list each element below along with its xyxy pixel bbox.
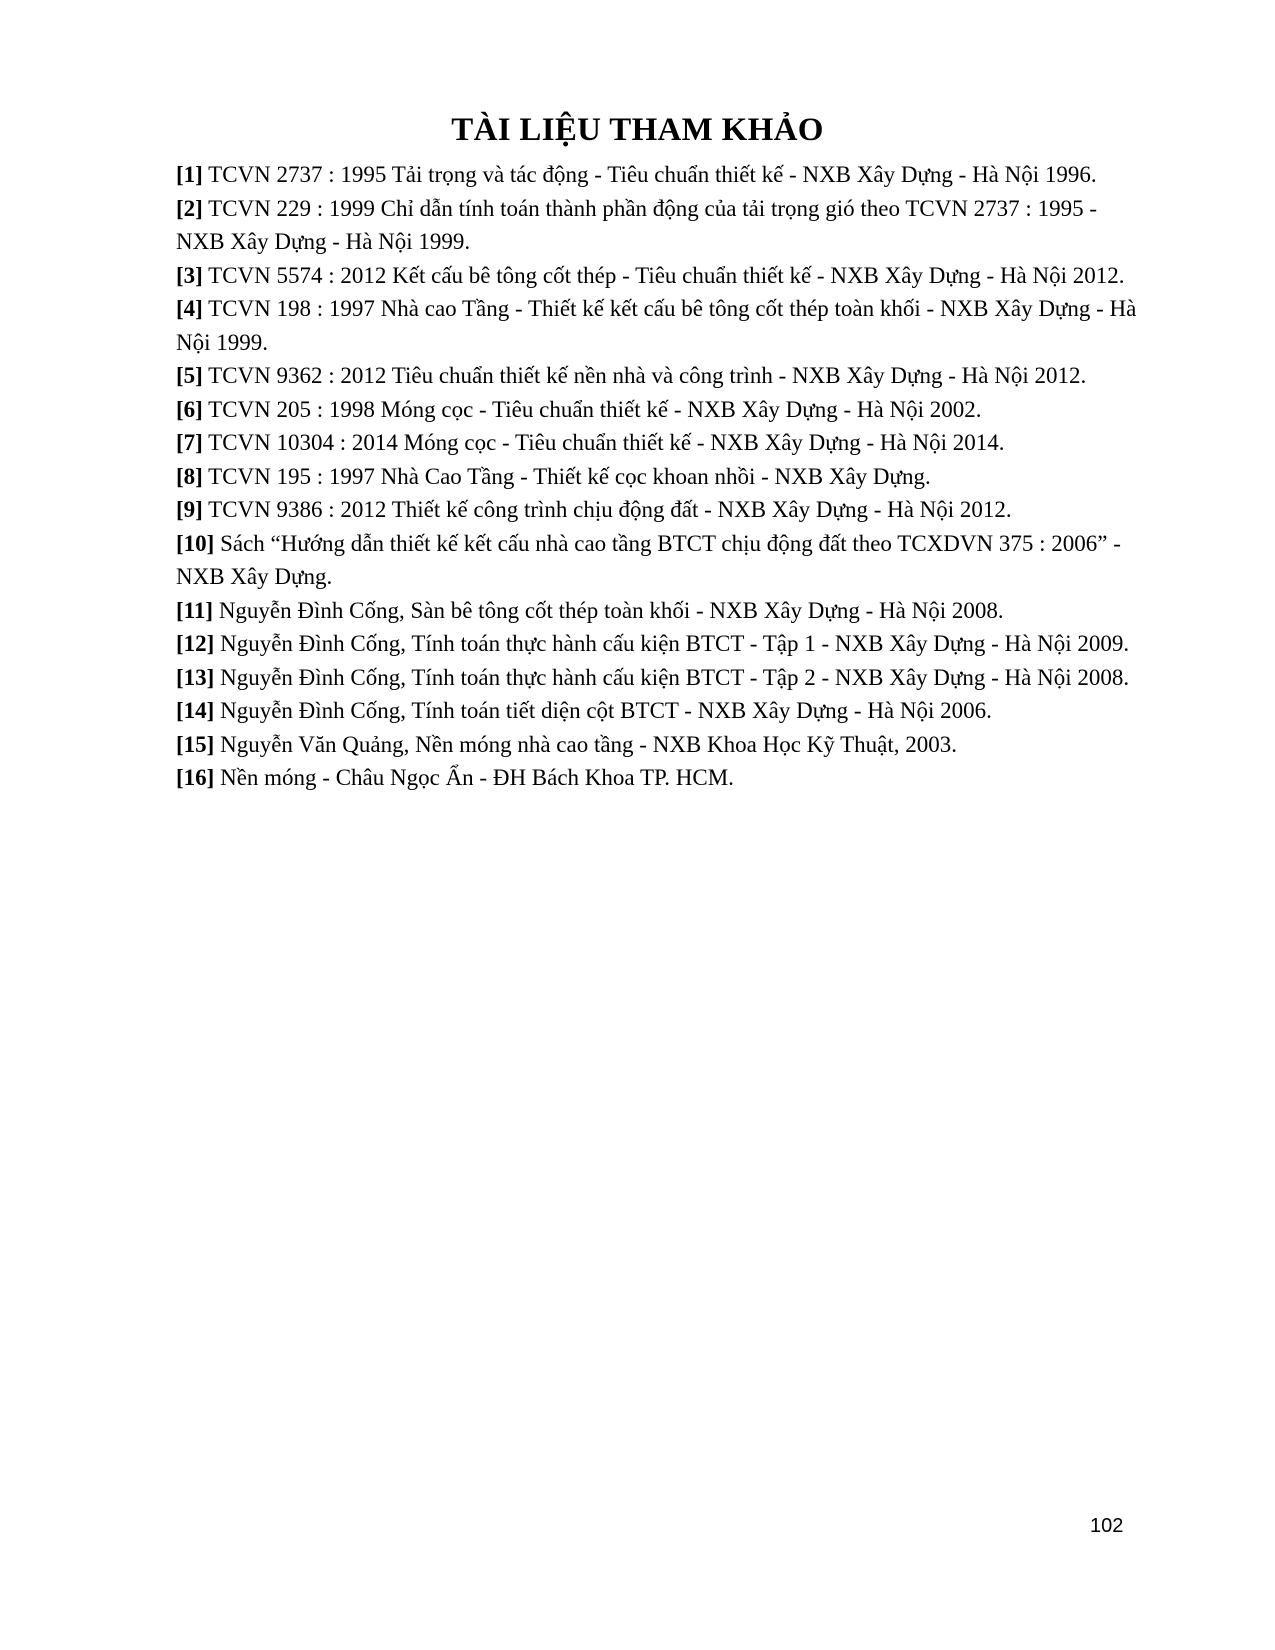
page-title: TÀI LIỆU THAM KHẢO — [451, 112, 824, 148]
reference-item — [176, 359, 1146, 393]
reference-number: [2] — [176, 195, 203, 221]
reference-item — [176, 527, 1146, 594]
reference-item — [176, 594, 1146, 628]
reference-text: Nguyễn Đình Cống, Tính toán thực hành cấu kiện BTCT - Tập 2 - NXB Xây Dựng - Hà Nội 2008. — [214, 664, 1130, 690]
reference-text: TCVN 2737 : 1995 Tải trọng và tác động - Tiêu chuẩn thiết kế - NXB Xây Dựng - Hà Nội 1996. — [202, 162, 1097, 187]
reference-text: Nguyễn Đình Cống, Sàn bê tông cốt thép toàn khối - NXB Xây Dựng - Hà Nội 2008. — [213, 597, 1004, 623]
page-number: 102 — [1090, 1515, 1124, 1537]
reference-text: Sách “Hướng dẫn thiết kế kết cấu nhà cao tầng BTCT chịu động đất theo TCXDVN 375 : 2006” - NXB Xây Dựng. — [176, 530, 1121, 589]
reference-text: TCVN 195 : 1997 Nhà Cao Tầng - Thiết kế cọc khoan nhồi - NXB Xây Dựng. — [202, 463, 931, 489]
reference-item — [176, 292, 1146, 359]
reference-number: [16] — [176, 765, 215, 790]
reference-text: TCVN 9386 : 2012 Thiết kế công trình chịu động đất - NXB Xây Dựng - Hà Nội 2012. — [202, 497, 1012, 522]
reference-number: [4] — [176, 296, 203, 321]
reference-number: [15] — [176, 731, 215, 757]
reference-text: TCVN 10304 : 2014 Móng cọc - Tiêu chuẩn thiết kế - NXB Xây Dựng - Hà Nội 2014. — [202, 430, 1005, 455]
reference-text: TCVN 9362 : 2012 Tiêu chuẩn thiết kế nền nhà và công trình - NXB Xây Dựng - Hà Nội 2012. — [202, 363, 1087, 388]
reference-item — [176, 460, 1146, 494]
reference-number: [8] — [176, 463, 203, 489]
reference-item — [176, 694, 1146, 728]
reference-number: [13] — [176, 664, 215, 690]
reference-item — [176, 761, 1146, 795]
reference-item — [176, 728, 1146, 762]
reference-item — [176, 627, 1146, 661]
reference-number: [7] — [176, 430, 203, 455]
reference-item — [176, 393, 1146, 427]
reference-text: TCVN 205 : 1998 Móng cọc - Tiêu chuẩn thiết kế - NXB Xây Dựng - Hà Nội 2002. — [202, 396, 982, 422]
reference-number: [6] — [176, 396, 203, 422]
reference-text: TCVN 5574 : 2012 Kết cấu bê tông cốt thép - Tiêu chuẩn thiết kế - NXB Xây Dựng - Hà Nội 2012. — [202, 262, 1125, 288]
reference-text: Nguyễn Đình Cống, Tính toán tiết diện cột BTCT - NXB Xây Dựng - Hà Nội 2006. — [214, 698, 992, 723]
reference-text: Nguyễn Đình Cống, Tính toán thực hành cấu kiện BTCT - Tập 1 - NXB Xây Dựng - Hà Nội 2009. — [214, 631, 1130, 656]
reference-item — [176, 493, 1146, 527]
reference-number: [1] — [176, 162, 203, 187]
reference-item — [176, 259, 1146, 293]
reference-text: Nền móng - Châu Ngọc Ẩn - ĐH Bách Khoa TP. HCM. — [214, 765, 734, 790]
reference-number: [14] — [176, 698, 215, 723]
reference-number: [3] — [176, 262, 203, 288]
reference-text: TCVN 229 : 1999 Chỉ dẫn tính toán thành phần động của tải trọng gió theo TCVN 2737 : 1995 - NXB Xây Dựng - Hà Nội 1999. — [176, 195, 1097, 254]
reference-number: [9] — [176, 497, 203, 522]
reference-text: Nguyễn Văn Quảng, Nền móng nhà cao tầng - NXB Khoa Học Kỹ Thuật, 2003. — [214, 731, 957, 757]
reference-number: [10] — [176, 530, 215, 556]
reference-number: [5] — [176, 363, 203, 388]
reference-list — [176, 158, 1146, 795]
reference-text: TCVN 198 : 1997 Nhà cao Tầng - Thiết kế kết cấu bê tông cốt thép toàn khối - NXB Xây Dựng - Hà Nội 1999. — [176, 296, 1137, 355]
reference-item — [176, 192, 1146, 259]
reference-item — [176, 661, 1146, 695]
reference-item — [176, 158, 1146, 192]
reference-number: [11] — [176, 597, 214, 623]
reference-item — [176, 426, 1146, 460]
reference-number: [12] — [176, 631, 215, 656]
